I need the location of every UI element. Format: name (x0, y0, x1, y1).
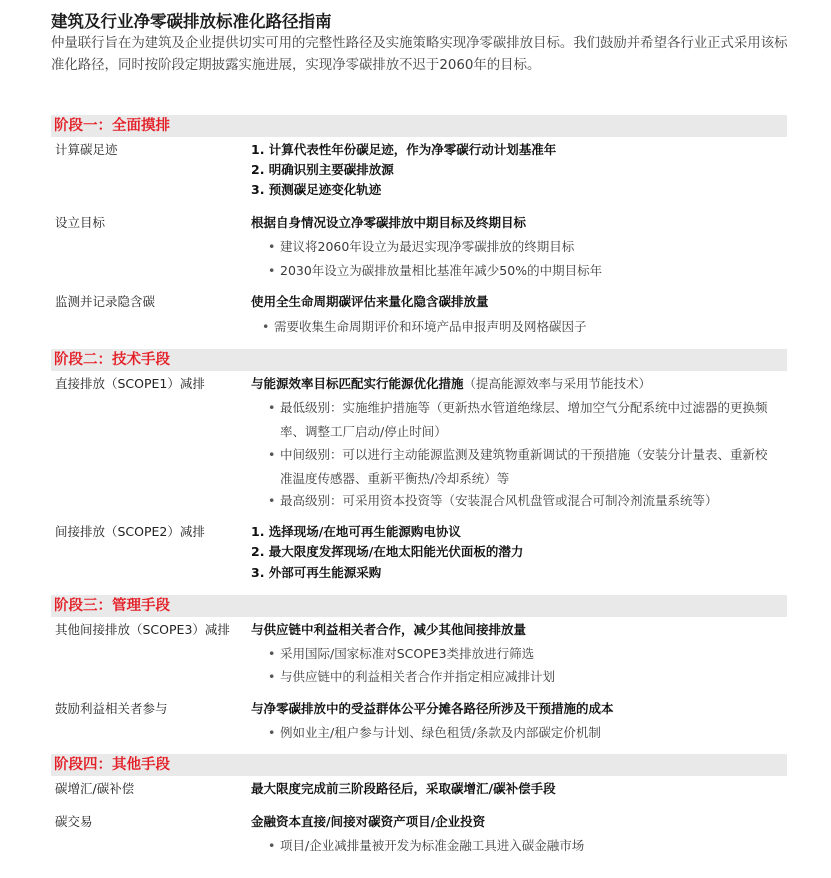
bullet-dot: • (268, 669, 276, 684)
row-label: 间接排放（SCOPE2）减排 (55, 524, 205, 539)
numbered-item: 1. 选择现场/在地可再生能源购电协议 (251, 524, 461, 539)
row-heading: 与能源效率目标匹配实行能源优化措施（提高能源效率与采用节能技术） (251, 376, 652, 391)
stage-2-header (51, 349, 787, 371)
bullet-item: • 中间级别：可以进行主动能源监测及建筑物重新调试的干预措施（安装分计量表、重新校准温度传感器、重新平衡热/冷却系统）等 (268, 443, 778, 490)
bullet-dot: • (268, 493, 276, 508)
bullet-dot: • (268, 239, 276, 254)
bullet-dot: • (268, 263, 276, 278)
row-heading: 金融资本直接/间接对碳资产项目/企业投资 (251, 814, 486, 829)
bullet-item: • 例如业主/租户参与计划、绿色租赁/条款及内部碳定价机制 (268, 721, 783, 745)
stage-3-header (51, 595, 787, 617)
stage-4-title: 阶段四：其他手段 (54, 757, 170, 773)
row-label: 碳交易 (55, 814, 93, 829)
row-label: 设立目标 (55, 215, 106, 230)
bullet-dot: • (262, 319, 270, 334)
bullet-dot: • (268, 725, 276, 740)
row-heading: 根据自身情况设立净零碳排放中期目标及终期目标 (251, 215, 527, 230)
bullet-item: • 2030年设立为碳排放量相比基准年减少50%的中期目标年 (268, 259, 783, 283)
row-label: 碳增汇/碳补偿 (55, 781, 135, 796)
numbered-item: 2. 明确识别主要碳排放源 (251, 162, 394, 177)
stage-1-title: 阶段一：全面摸排 (54, 118, 170, 134)
row-label: 其他间接排放（SCOPE3）减排 (55, 622, 230, 637)
bullet-dot: • (268, 838, 276, 853)
bullet-item: • 建议将2060年设立为最迟实现净零碳排放的终期目标 (268, 235, 783, 259)
bullet-dot: • (268, 447, 276, 462)
bullet-dot: • (268, 400, 276, 415)
row-label: 监测并记录隐含碳 (55, 294, 156, 309)
bullet-item: • 采用国际/国家标准对SCOPE3类排放进行筛选 (268, 642, 783, 666)
stage-2-title: 阶段二：技术手段 (54, 352, 170, 368)
row-label: 鼓励利益相关者参与 (55, 701, 168, 716)
bullet-item: • 项目/企业减排量被开发为标准金融工具进入碳金融市场 (268, 834, 783, 858)
numbered-item: 2. 最大限度发挥现场/在地太阳能光伏面板的潜力 (251, 544, 524, 559)
row-heading: 与净零碳排放中的受益群体公平分摊各路径所涉及干预措施的成本 (251, 701, 614, 716)
bullet-item: • 与供应链中的利益相关者合作并指定相应减排计划 (268, 665, 783, 689)
page-title: 建筑及行业净零碳排放标准化路径指南 (51, 12, 332, 31)
stage-4-header (51, 754, 787, 776)
numbered-item: 3. 预测碳足迹变化轨迹 (251, 182, 382, 197)
intro-paragraph: 仲量联行旨在为建筑及企业提供切实可用的完整性路径及实施策略实现净零碳排放目标。我们鼓励并希望各行业正式采用该标准化路径，同时按阶段定期披露实施进展，实现净零碳排放不迟于2060年的目标。 (51, 36, 788, 73)
bullet-item: • 最高级别：可采用资本投资等（安装混合风机盘管或混合可制冷剂流量系统等） (268, 489, 778, 513)
numbered-item: 3. 外部可再生能源采购 (251, 565, 382, 580)
stage-1-header (51, 115, 787, 137)
row-heading-note: （提高能源效率与采用节能技术） (463, 376, 652, 391)
bullet-dot: • (268, 646, 276, 661)
bullet-item: • 需要收集生命周期评价和环境产品申报声明及网格碳因子 (262, 315, 777, 339)
numbered-item: 1. 计算代表性年份碳足迹，作为净零碳行动计划基准年 (251, 142, 557, 157)
bullet-item: • 最低级别：实施维护措施等（更新热水管道绝缘层、增加空气分配系统中过滤器的更换频率、调整工厂启动/停止时间） (268, 396, 778, 443)
row-heading: 最大限度完成前三阶段路径后，采取碳增汇/碳补偿手段 (251, 781, 556, 796)
row-heading: 使用全生命周期碳评估来量化隐含碳排放量 (251, 294, 489, 309)
stage-3-title: 阶段三：管理手段 (54, 598, 170, 614)
row-label: 直接排放（SCOPE1）减排 (55, 376, 205, 391)
row-label: 计算碳足迹 (55, 142, 118, 157)
row-heading: 与供应链中利益相关者合作，减少其他间接排放量 (251, 622, 527, 637)
